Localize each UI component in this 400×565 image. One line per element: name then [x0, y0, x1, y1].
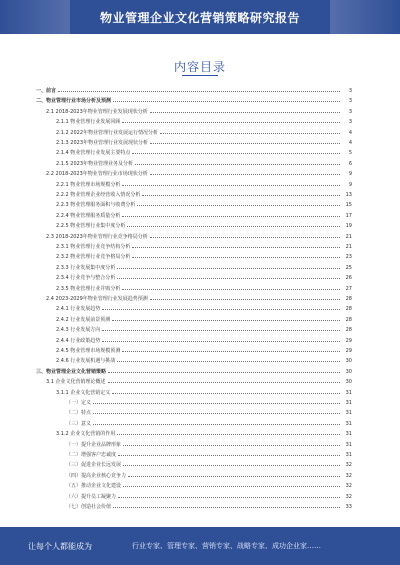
toc-entry-page: 9: [348, 171, 352, 178]
toc-entry[interactable]: [36, 85, 352, 93]
toc-entry-label: （七）创造社会价值: [66, 504, 112, 510]
toc-entry-label: 3.1 企业文化营销理论概述: [46, 379, 106, 386]
toc-entry-label: 2.3.1 物业管理行业竞争结构分析: [56, 244, 131, 250]
toc-leader-dots: [128, 470, 340, 477]
toc-entry-page: 31: [345, 389, 352, 396]
toc-entry-label: 2.2 2018-2023年物业管理行业市场现状分析: [46, 171, 148, 178]
toc-entry[interactable]: [36, 137, 352, 145]
toc-entry-label: 2.3.4 行业竞争与整合分析: [56, 275, 116, 282]
toc-entry-label: 三、物业管理企业文化营销策略: [36, 368, 107, 375]
toc-leader-dots: [122, 345, 340, 352]
toc-leader-dots: [117, 272, 340, 279]
toc-entry-page: 30: [345, 368, 352, 375]
toc-entry[interactable]: [36, 366, 352, 374]
toc-entry-page: 9: [348, 181, 352, 188]
toc-entry-page: 31: [345, 420, 352, 427]
toc-leader-dots: [112, 387, 340, 394]
toc-leader-dots: [150, 231, 340, 238]
toc-leader-dots: [118, 491, 340, 498]
toc-leader-dots: [122, 283, 340, 290]
toc-entry-page: 3: [348, 98, 352, 105]
toc-entry-label: 2.2.5 物业管理行业集中度分析: [56, 223, 126, 230]
toc-entry-page: 29: [345, 337, 352, 344]
toc-entry-page: 29: [345, 348, 352, 354]
toc-entry[interactable]: [36, 168, 352, 176]
toc-entry-label: 2.3.5 物业管理行业并购分析: [56, 285, 121, 292]
toc-entry-page: 30: [345, 379, 352, 386]
toc-leader-dots: [93, 418, 340, 425]
toc-leader-dots: [160, 127, 340, 134]
toc-leader-dots: [122, 210, 340, 217]
toc-entry[interactable]: [36, 418, 352, 426]
toc-leader-dots: [123, 439, 340, 446]
toc-entry-page: 19: [345, 223, 352, 230]
toc-entry[interactable]: [36, 95, 352, 103]
toc-entry-page: 3: [348, 88, 352, 94]
toc-entry-label: 2.2.1 物业管理市场规模分析: [56, 181, 121, 188]
toc-entry-page: 28: [345, 296, 352, 302]
toc-entry[interactable]: [36, 459, 352, 467]
toc-entry-page: 5: [348, 150, 352, 157]
footer-banner: [0, 527, 400, 565]
toc-entry-label: 2.4.1 行业发展趋势: [56, 306, 101, 313]
toc-entry-page: 3: [348, 119, 352, 126]
toc-entry-label: 2.4 2023-2029年物业管理行业发展趋势预测: [46, 296, 148, 302]
toc-heading-underline: [182, 75, 218, 76]
toc-entry[interactable]: [36, 439, 352, 447]
toc-entry[interactable]: [36, 210, 352, 218]
toc-entry-page: 23: [345, 254, 352, 261]
toc-leader-dots: [127, 220, 340, 227]
toc-entry[interactable]: [36, 501, 352, 509]
toc-entry[interactable]: [36, 407, 352, 415]
toc-entry-label: 2.4.6 行业发展机遇与挑战: [56, 358, 116, 365]
toc-leader-dots: [112, 314, 340, 321]
toc-entry[interactable]: [36, 324, 352, 332]
toc-entry-page: 31: [345, 441, 352, 448]
toc-entry-page: 21: [345, 233, 352, 240]
toc-leader-dots: [108, 366, 340, 373]
toc-entry[interactable]: [36, 251, 352, 259]
toc-leader-dots: [93, 407, 340, 414]
toc-leader-dots: [113, 501, 340, 508]
toc-entry-label: 2.1.2 2022年物业管理行业发展运行情况分析: [56, 129, 159, 136]
toc-entry[interactable]: [36, 283, 352, 291]
toc-leader-dots: [132, 147, 340, 154]
toc-entry-label: 2.4.2 行业发展前景预测: [56, 316, 111, 323]
toc-entry[interactable]: [36, 345, 352, 353]
toc-entry[interactable]: [36, 376, 352, 384]
toc-leader-dots: [137, 199, 340, 206]
toc-leader-dots: [123, 459, 340, 466]
toc-leader-dots: [117, 428, 340, 435]
toc-entry-page: 33: [345, 504, 352, 510]
toc-entry-label: 2.4.3 行业发展方向: [56, 327, 101, 334]
toc-entry[interactable]: [36, 106, 352, 114]
toc-entry-label: （一）提升企业品牌形象: [66, 441, 122, 448]
toc-entry-page: 28: [345, 316, 352, 323]
toc-entry[interactable]: [36, 231, 352, 239]
toc-leader-dots: [150, 137, 340, 144]
toc-entry[interactable]: [36, 262, 352, 270]
report-title: 物业管理企业文化营销策略研究报告: [99, 11, 300, 25]
toc-leader-dots: [93, 397, 340, 404]
toc-leader-dots: [135, 158, 340, 165]
toc-entry-label: 2.4.5 物业管理市场规模预测: [56, 348, 121, 354]
toc-entry-page: 31: [345, 452, 352, 458]
toc-entry-page: 28: [345, 306, 352, 313]
toc-entry-label: （二）特点: [66, 410, 92, 417]
toc-entry-label: （二）增强客户忠诚度: [66, 452, 117, 458]
toc-entry-page: 17: [345, 212, 352, 219]
toc-entry[interactable]: [36, 303, 352, 311]
toc-entry-page: 32: [345, 483, 352, 490]
toc-entry-label: 2.3 2018-2023年物业管理行业竞争格局分析: [46, 233, 148, 240]
toc-entry-page: 3: [348, 108, 352, 115]
toc-leader-dots: [117, 262, 340, 269]
toc-entry-label: 2.3.3 行业发展集中度分析: [56, 264, 116, 271]
toc-entry-label: 2.2.3 物业管理服务面积与收费分析: [56, 202, 136, 209]
toc-leader-dots: [132, 241, 340, 248]
toc-leader-dots: [117, 355, 340, 362]
toc-entry-page: 31: [345, 400, 352, 406]
toc-entry-label: 2.4.4 行业政策趋势: [56, 337, 101, 344]
toc-entry-page: 28: [345, 327, 352, 334]
toc-leader-dots: [150, 293, 340, 300]
toc-leader-dots: [150, 168, 340, 175]
toc-entry-page: 4: [348, 140, 352, 146]
toc-entry-label: （五）推动企业文化建设: [66, 483, 122, 490]
toc-entry-label: 2.1.4 物业管理行业发展主要特点: [56, 150, 131, 157]
toc-leader-dots: [102, 324, 340, 331]
toc-entry-page: 30: [345, 358, 352, 365]
toc-leader-dots: [123, 480, 340, 487]
toc-entry-label: 2.2.2 物业管理企业经营收入情况分析: [56, 192, 141, 198]
toc-leader-dots: [122, 179, 340, 186]
toc-entry[interactable]: [36, 470, 352, 478]
toc-entry[interactable]: [36, 480, 352, 488]
toc-entry-page: 27: [345, 285, 352, 292]
header-banner: [0, 0, 400, 34]
toc-entry[interactable]: [36, 241, 352, 249]
toc-leader-dots: [113, 95, 340, 102]
toc-entry-label: 2.1.5 2023年物业管理业务及分析: [56, 160, 134, 167]
toc-entry-page: 31: [345, 431, 352, 438]
toc-entry-label: 2.2.4 物业管理服务质量分析: [56, 212, 121, 219]
toc-entry-label: （三）意义: [66, 420, 92, 427]
toc-entry-page: 32: [345, 462, 352, 469]
toc-entry[interactable]: [36, 293, 352, 301]
toc-entry-label: （六）提升员工凝聚力: [66, 493, 117, 500]
toc-entry-page: 32: [345, 472, 352, 479]
toc-entry[interactable]: [36, 199, 352, 207]
toc-entry-label: 一、前言: [36, 88, 57, 94]
toc-leader-dots: [102, 303, 340, 310]
toc-entry[interactable]: [36, 314, 352, 322]
toc-leader-dots: [108, 376, 340, 383]
toc-entry[interactable]: [36, 179, 352, 187]
toc-entry-page: 6: [348, 160, 352, 167]
toc-entry-label: 二、物业管理行业市场分析及预测: [36, 98, 112, 105]
toc-leader-dots: [102, 335, 340, 342]
toc-entry[interactable]: [36, 116, 352, 124]
toc-leader-dots: [142, 189, 340, 196]
toc-entry[interactable]: [36, 147, 352, 155]
footer-tagline: 行业专家、管理专家、营销专家、战略专家、成功企业家……: [132, 542, 321, 550]
toc-entry-page: 32: [345, 493, 352, 500]
toc-entry-label: 2.3.2 物业管理行业竞争格局分析: [56, 254, 131, 261]
toc-entry-label: （四）提高企业核心竞争力: [66, 472, 127, 479]
toc-heading: 内容目录: [173, 60, 226, 74]
toc-entry-label: 2.1.3 2023年物业管理行业发展现状分析: [56, 140, 149, 146]
toc-entry[interactable]: [36, 355, 352, 363]
toc-entry[interactable]: [36, 220, 352, 228]
toc-entry[interactable]: [36, 272, 352, 280]
toc-entry-page: 4: [348, 129, 352, 136]
toc-entry-page: 13: [345, 192, 352, 198]
toc-entry[interactable]: [36, 158, 352, 166]
toc-entry[interactable]: [36, 189, 352, 197]
toc-entry[interactable]: [36, 127, 352, 135]
toc-entry-label: （三）促进企业长远发展: [66, 462, 122, 469]
toc-entry-page: 25: [345, 264, 352, 271]
toc-entry-label: 2.1 2018-2023年物业管理行业发展现状分析: [46, 108, 148, 115]
toc-entry-page: 31: [345, 410, 352, 417]
toc-entry-page: 21: [345, 244, 352, 250]
toc-entry-page: 26: [345, 275, 352, 282]
toc-leader-dots: [132, 251, 340, 258]
toc-entry-label: 2.1.1 物业管理行业发展回顾: [56, 119, 121, 126]
toc-entry[interactable]: [36, 387, 352, 395]
toc-entry[interactable]: [36, 449, 352, 457]
toc-entry-label: 3.1.2 企业文化营销的作用: [56, 431, 116, 438]
toc-entry-page: 15: [345, 202, 352, 209]
toc-entry[interactable]: [36, 491, 352, 499]
toc-entry-label: 3.1.1 企业文化营销定义: [56, 389, 111, 396]
toc-leader-dots: [150, 106, 340, 113]
toc-entry[interactable]: [36, 428, 352, 436]
toc-entry-label: （一）定义: [66, 400, 92, 406]
toc-leader-dots: [118, 449, 340, 456]
toc-entry[interactable]: [36, 335, 352, 343]
toc-leader-dots: [122, 116, 340, 123]
toc-entry[interactable]: [36, 397, 352, 405]
toc-leader-dots: [58, 85, 340, 92]
footer-slogan: 让每个人都能成为: [28, 542, 92, 551]
